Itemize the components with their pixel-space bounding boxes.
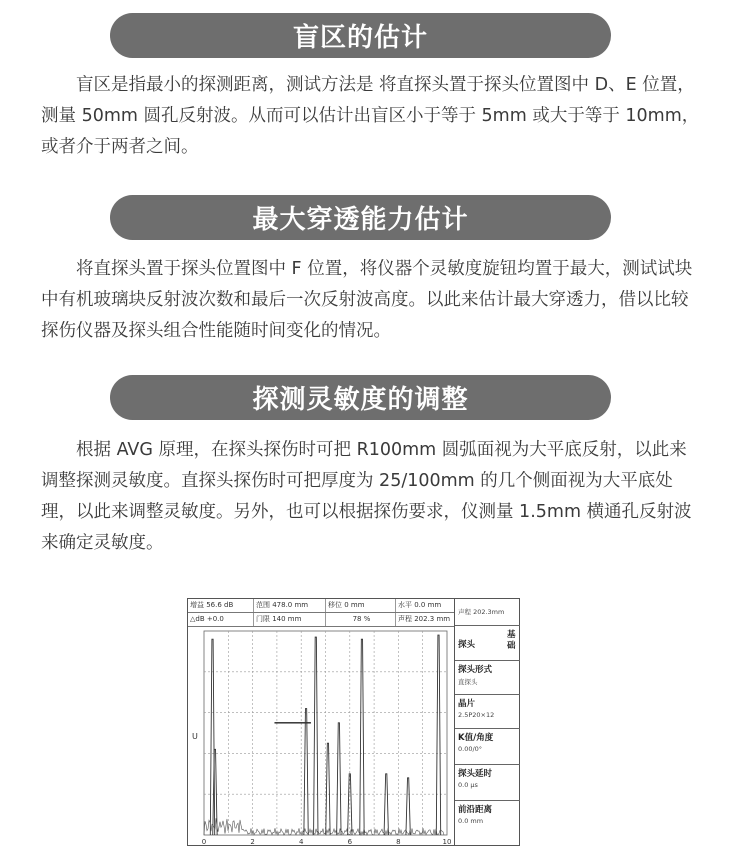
side-probe-delay-value: 0.0 μs [458,781,478,789]
side-probe-title: 探头 [458,640,476,650]
echo-peak [326,743,330,835]
section-title-sensitivity: 探测灵敏度的调整 [110,375,611,420]
scope-header-row-2 [188,613,454,627]
scope-gain: 增益 56.6 dB [188,599,254,612]
side-crystal-value: 2.5P20×12 [458,711,495,719]
section-title-penetration: 最大穿透能力估计 [110,195,611,240]
noise-trace [204,818,444,835]
side-crystal-title: 晶片 [458,699,476,709]
side-probe-type-title: 探头形式 [458,665,493,675]
y-axis-label: U [192,732,198,741]
x-tick-label: 8 [396,838,401,845]
section-title-blind-zone: 盲区的估计 [110,13,611,58]
section-body-blind-zone: 盲区是指最小的探测距离，测试方法是 将直探头置于探头位置图中 D、E 位置，测量 50mm 圆孔反射波。从而可以估计出盲区小于等于 5mm 或大于等于 10mm，或者介于两者之间。 [41,75,700,157]
side-k-angle [455,729,520,765]
side-probe-type [455,661,520,695]
side-sound-path [455,599,520,626]
x-tick-label: 4 [298,838,304,845]
scope-depth: 声程 202.3 mm [398,615,451,623]
echo-peak [210,639,214,835]
section-body-penetration: 将直探头置于探头位置图中 F 位置，将仪器个灵敏度旋钮均置于最大，测试试块中有机玻璃块反射波次数和最后一次反射波高度。以此来估计最大穿透力，借以比较探伤仪器及探头组合性能随时间变化的情况。 [41,259,693,341]
scope-delta-db: △dB +0.0 [188,613,254,626]
scope-shift: 移位 0 mm [326,599,396,612]
a-scan-plot [188,627,454,845]
scope-percent: 78 % [326,613,396,626]
side-sound-path-label: 声程 202.3mm [458,608,505,616]
side-probe-type-value: 直探头 [458,678,478,686]
side-crystal [455,695,520,729]
side-probe-delay-title: 探头延时 [458,769,493,779]
side-k-angle-title: K值/角度 [458,733,494,743]
side-probe-delay [455,765,520,801]
side-k-angle-value: 0.00/0° [458,745,483,753]
side-front-distance [455,801,520,845]
side-front-distance-title: 前沿距离 [458,805,493,815]
echo-peak [337,723,341,835]
echo-peak [436,635,440,835]
echo-peak [314,637,318,835]
x-tick-label: 10 [442,838,452,845]
echo-peak [384,774,388,835]
scope-range: 范围 478.0 mm [254,599,326,612]
scope-header-row-1 [188,599,454,613]
scope-horizontal: 水平 0.0 mm [398,601,442,609]
echo-peak [406,778,410,835]
scope-gate: 门限 140 mm [254,613,326,626]
side-probe-title-box [455,626,520,661]
scope-header [188,599,454,627]
echo-peak [304,709,308,835]
x-tick-label: 0 [201,838,207,845]
echo-peak [360,639,364,835]
scope-side-panel [454,599,520,845]
x-tick-label: 6 [347,838,353,845]
section-body-sensitivity: 根据 AVG 原理，在探头探伤时可把 R100mm 圆弧面视为大平底反射，以此来调整探测灵敏度。直探头探伤时可把厚度为 25/100mm 的几个侧面视为大平底处理，以此来调整灵敏度。另外，也可以根据探伤要求，仪测量 1.5mm 横通孔反射波来确定灵敏度。 [41,440,692,553]
x-tick-label: 2 [250,838,255,845]
side-front-distance-value: 0.0 mm [458,817,484,825]
side-probe-basic: 基础 [507,630,516,651]
ultrasonic-scope-screenshot [187,598,520,846]
